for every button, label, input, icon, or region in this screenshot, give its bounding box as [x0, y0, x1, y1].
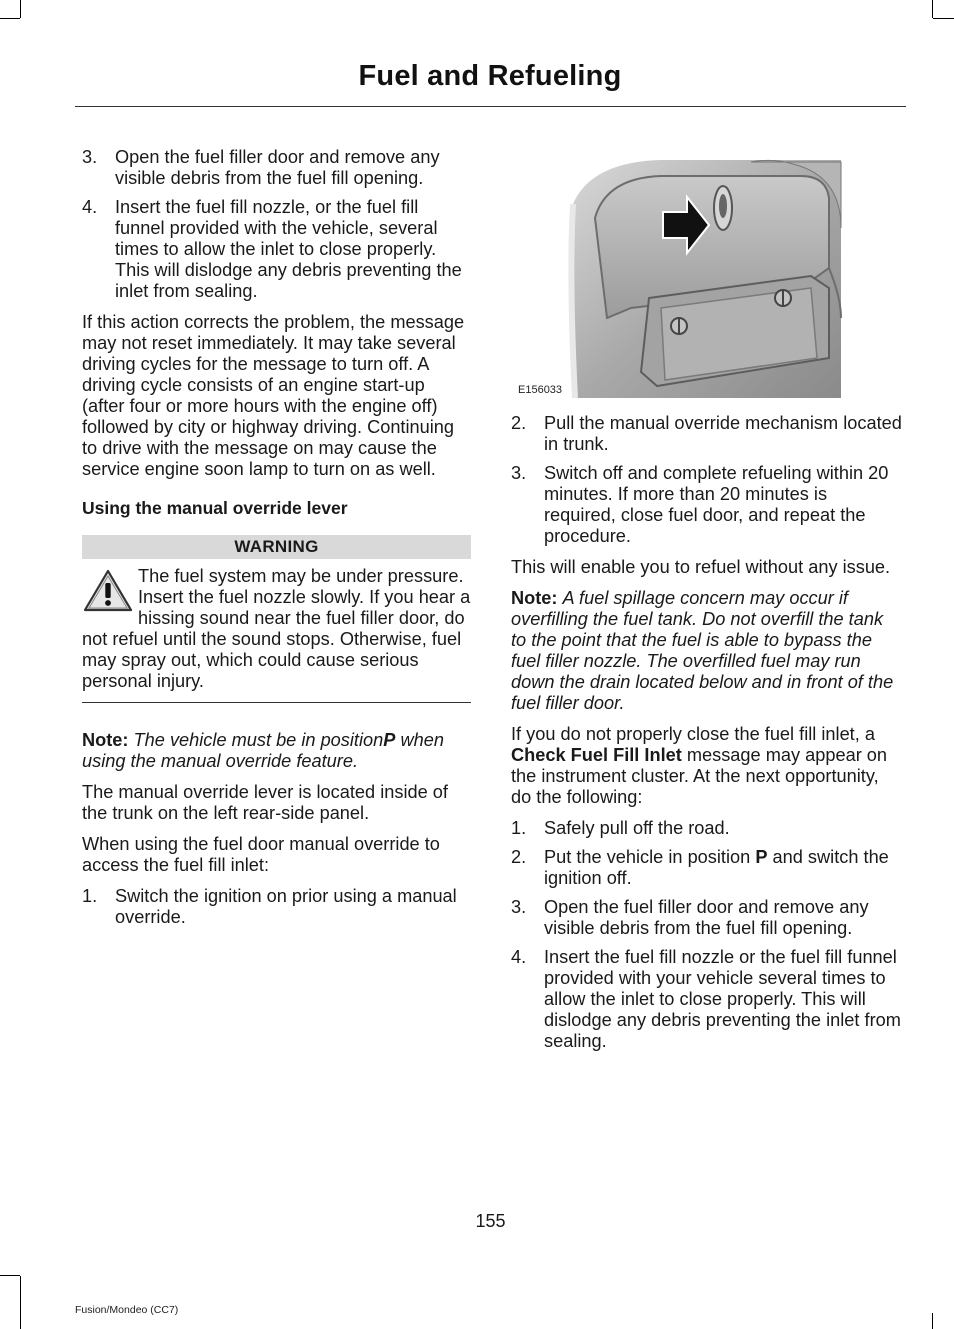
manual-override-figure — [511, 158, 903, 398]
crop-mark — [0, 18, 20, 19]
paragraph: If this action corrects the problem, the message may not reset immediately. It may take several driving cycles for the message to turn off. A driving cycle consists of an engine start-up (after four or more hours with the engine off) followed by city or highway driving. Continuing to drive with the message on may cause the service engine soon lamp to turn on as well. — [82, 312, 465, 479]
list-item: 4. Insert the fuel fill nozzle or the fuel fill funnel provided with your vehicle several times to allow the inlet to close properly. This will dislodge any debris preventing the inlet from sealing. — [511, 947, 901, 1051]
step-list-b — [82, 886, 471, 928]
note — [82, 730, 471, 772]
note-label: Note: — [82, 730, 129, 750]
right-column — [511, 413, 903, 1062]
step-list-a — [82, 147, 471, 302]
warning-divider — [82, 702, 471, 703]
arrow-right-icon — [661, 194, 711, 256]
page-number: 155 — [475, 1211, 506, 1231]
title-divider — [75, 106, 906, 107]
crop-mark — [20, 0, 21, 18]
list-item: 3. Open the fuel filler door and remove any visible debris from the fuel fill opening. — [511, 897, 869, 938]
section-heading: Using the manual override lever — [82, 498, 348, 518]
paragraph: This will enable you to refuel without any issue. — [511, 557, 891, 577]
warning-text: The fuel system may be under pressure. Insert the fuel nozzle slowly. If you hear a hissing sound near the fuel filler door, do not refuel until the sound stops. Otherwise, fuel may spray out, which could cause serious personal injury. — [82, 566, 471, 691]
list-item: 2. Pull the manual override mechanism located in trunk. — [511, 413, 902, 454]
paragraph: If you do not properly close the fuel fill inlet, a Check Fuel Fill Inlet message may appear on the instrument cluster. At the next opportunity, do the following: — [511, 724, 888, 807]
paragraph: The manual override lever is located inside of the trunk on the left rear-side panel. — [82, 782, 448, 823]
page-title: Fuel and Refueling — [358, 60, 622, 92]
list-item: 3. Open the fuel filler door and remove any visible debris from the fuel fill opening. — [82, 147, 440, 188]
list-item: 1. Safely pull off the road. — [511, 818, 730, 838]
crop-mark — [933, 18, 954, 19]
footer-model: Fusion/Mondeo (CC7) — [75, 1304, 179, 1316]
note-text: The vehicle must be in position — [133, 730, 384, 750]
warning-box — [82, 566, 471, 692]
warning-triangle-icon — [82, 568, 134, 614]
crop-mark — [20, 1276, 21, 1329]
step-list-c — [511, 413, 903, 547]
left-column — [82, 147, 471, 938]
note-label: Note: — [511, 588, 558, 608]
crop-mark — [0, 1275, 20, 1276]
note — [511, 588, 903, 714]
list-item: 1. Switch the ignition on prior using a manual override. — [82, 886, 457, 927]
figure-label: E156033 — [518, 384, 563, 396]
crop-mark — [932, 0, 933, 18]
note-text: A fuel spillage concern may occur if overfilling the fuel tank. Do not overfill the tank to the point that the fuel is able to bypass the fuel filler nozzle. The overfilled fuel may run down the drain located below and in front of the fuel filler door. — [511, 588, 894, 713]
warning-label: WARNING — [82, 535, 471, 559]
note-gear-p: P — [383, 730, 396, 750]
list-item: 2. Put the vehicle in position P and switch the ignition off. — [511, 847, 889, 888]
list-item: 3. Switch off and complete refueling within 20 minutes. If more than 20 minutes is required, close fuel door, and repeat the procedure. — [511, 463, 889, 546]
step-list-d — [511, 818, 903, 1052]
list-item: 4. Insert the fuel fill nozzle, or the fuel fill funnel provided with the vehicle, several times to allow the inlet to close properly. This will dislodge any debris preventing the inlet from sealing. — [82, 197, 462, 301]
crop-mark — [932, 1313, 933, 1329]
message-name: Check Fuel Fill Inlet — [511, 745, 682, 765]
note-text-end: when using the manual override feature. — [82, 730, 444, 771]
paragraph: When using the fuel door manual override to access the fuel fill inlet: — [82, 834, 440, 875]
